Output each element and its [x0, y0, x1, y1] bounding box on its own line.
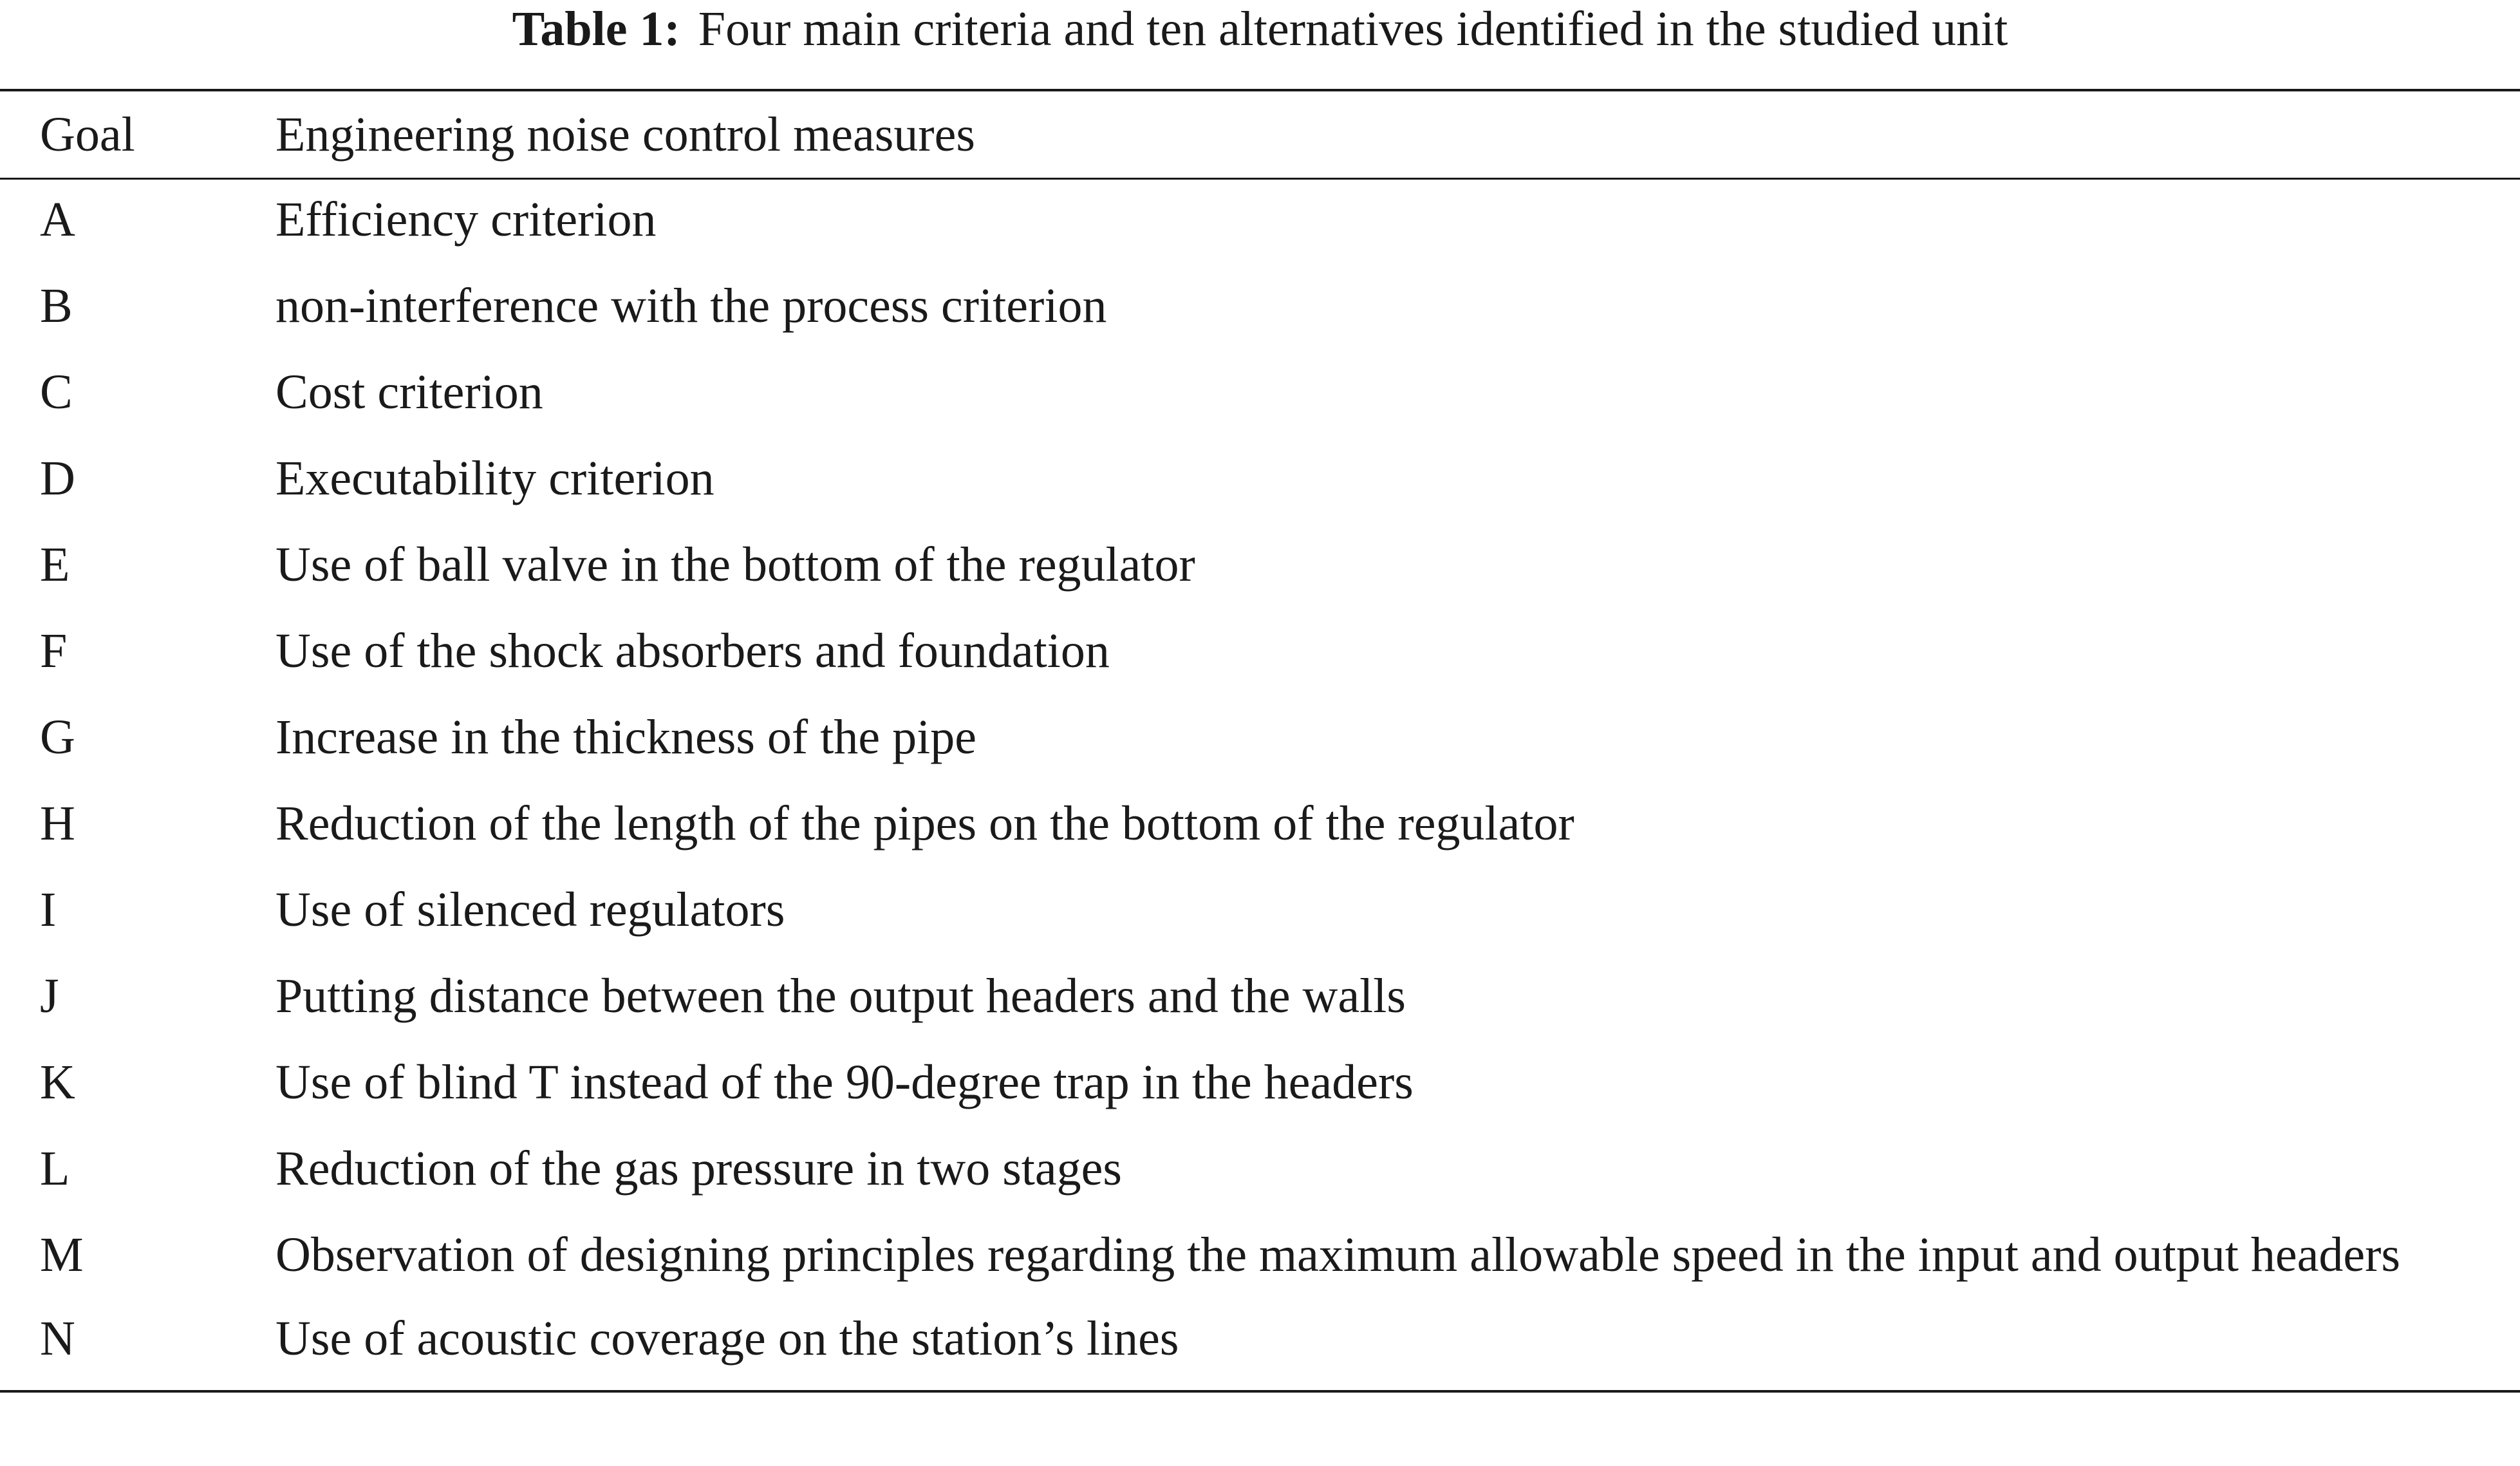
table-row — [0, 789, 2520, 875]
goal-cell: F — [40, 624, 68, 678]
table-row — [0, 616, 2520, 702]
goal-cell: B — [40, 279, 73, 333]
table-row — [0, 357, 2520, 444]
column-header-goal: Goal — [40, 108, 135, 162]
table-caption — [0, 0, 2520, 58]
measure-cell: Observation of designing principles regarding the maximum allowable speed in the input and output headers — [275, 1228, 2400, 1282]
table-row — [0, 702, 2520, 789]
goal-cell: H — [40, 796, 75, 850]
measure-cell: Reduction of the gas pressure in two stages — [275, 1142, 1122, 1196]
table-row — [0, 179, 2520, 272]
table-row — [0, 961, 2520, 1048]
measure-cell: Use of ball valve in the bottom of the regulator — [275, 538, 1195, 592]
measure-cell: Use of silenced regulators — [275, 883, 785, 937]
measure-cell: Use of the shock absorbers and foundation — [275, 624, 1110, 678]
table-row — [0, 530, 2520, 616]
goal-cell: J — [40, 969, 59, 1023]
measure-cell: Putting distance between the output headers and the walls — [275, 969, 1406, 1023]
table-header-row — [0, 90, 2520, 179]
table-row — [0, 1220, 2520, 1304]
table-row — [0, 271, 2520, 357]
measure-cell: Cost criterion — [275, 365, 543, 419]
measure-cell: Use of acoustic coverage on the station’s lines — [275, 1311, 1179, 1366]
table-row — [0, 444, 2520, 530]
goal-cell: A — [40, 193, 75, 247]
goal-cell: M — [40, 1228, 84, 1282]
criteria-table — [0, 89, 2520, 1393]
measure-cell: Executability criterion — [275, 451, 714, 505]
table-row — [0, 1304, 2520, 1391]
criteria-table-container — [0, 89, 2520, 1393]
measure-cell: non-interference with the process criterion — [275, 279, 1107, 333]
goal-cell: K — [40, 1055, 75, 1109]
goal-cell: L — [40, 1142, 70, 1196]
table-row — [0, 1048, 2520, 1134]
goal-cell: I — [40, 883, 57, 937]
goal-cell: N — [40, 1311, 75, 1366]
measure-cell: Efficiency criterion — [275, 193, 657, 247]
table-row — [0, 1134, 2520, 1220]
measure-cell: Increase in the thickness of the pipe — [275, 710, 976, 764]
table-caption-text: Four main criteria and ten alternatives identified in the studied unit — [698, 2, 2008, 56]
column-header-measures: Engineering noise control measures — [275, 108, 975, 162]
goal-cell: G — [40, 710, 75, 764]
measure-cell: Reduction of the length of the pipes on the bottom of the regulator — [275, 796, 1574, 850]
table-caption-label: Table 1: — [512, 2, 680, 56]
measure-cell: Use of blind T instead of the 90-degree trap in the headers — [275, 1055, 1414, 1109]
table-row — [0, 875, 2520, 961]
goal-cell: E — [40, 538, 70, 592]
goal-cell: C — [40, 365, 73, 419]
goal-cell: D — [40, 451, 75, 505]
